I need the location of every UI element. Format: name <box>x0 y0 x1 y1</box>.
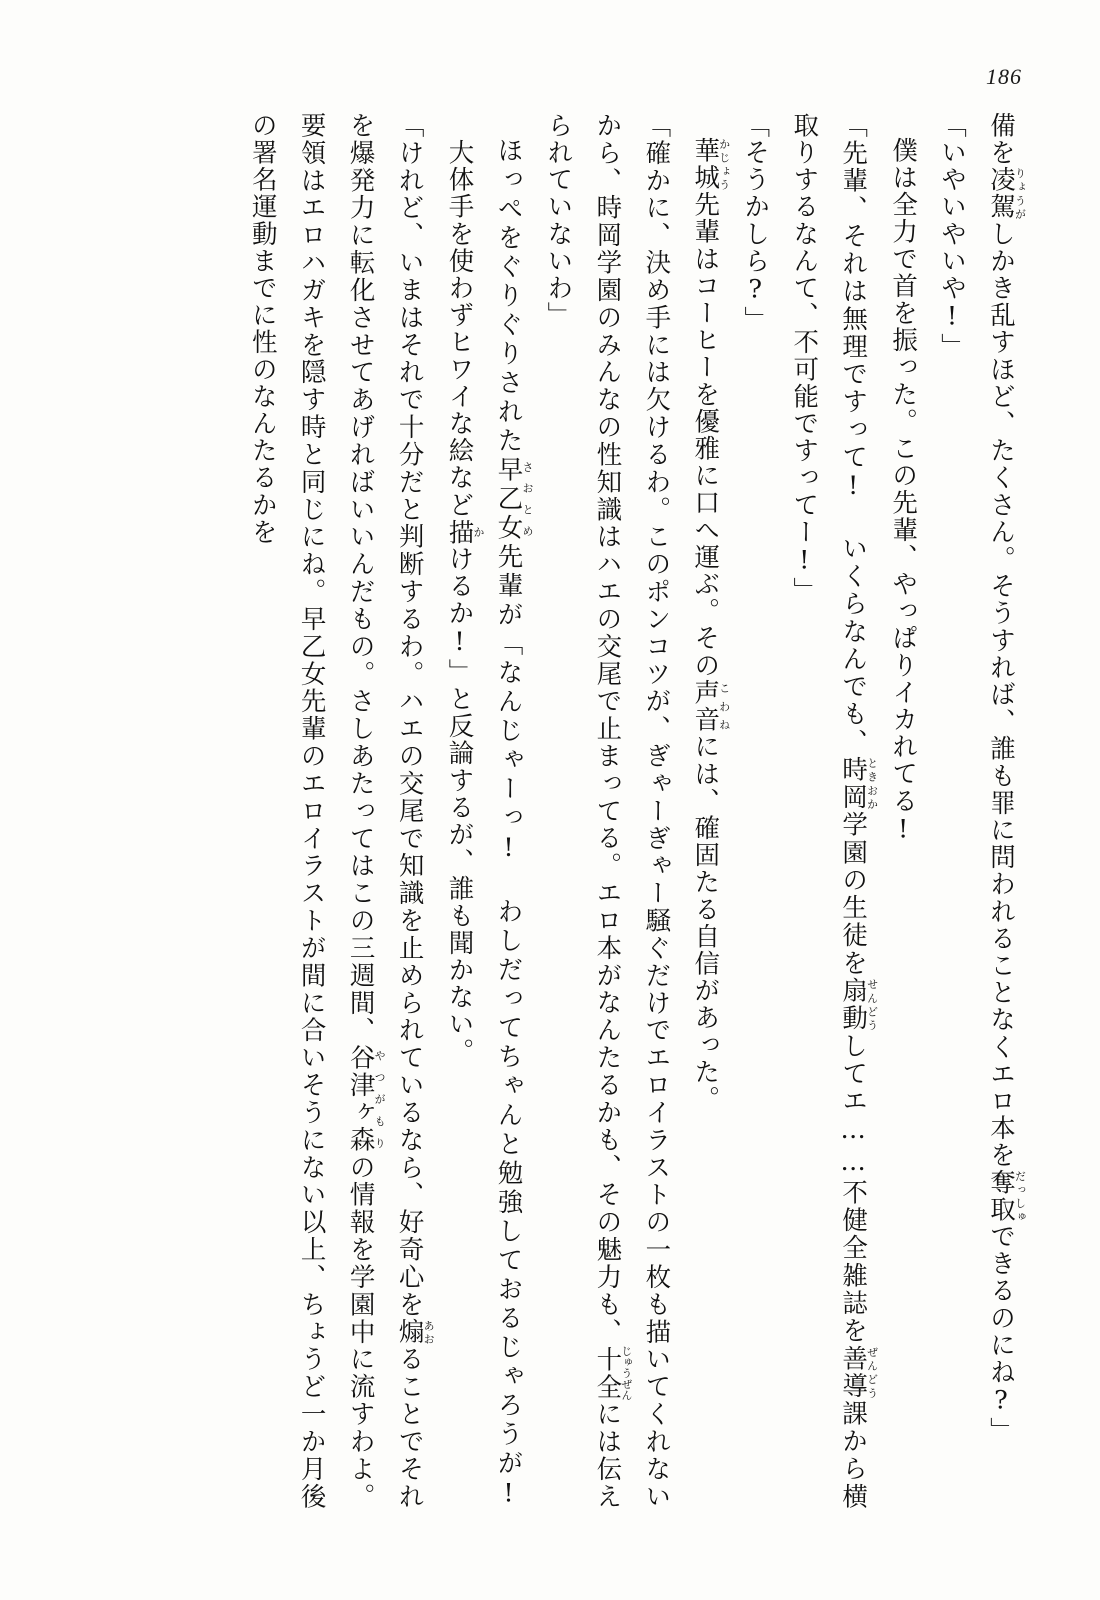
ruby-ryouga: 凌駕りょうが <box>986 166 1027 221</box>
paragraph: 「いやいやいや!」 <box>937 112 968 361</box>
ruby-tokioka: 時岡ときおか <box>838 755 879 812</box>
ruby-juuzen: 十全じゅうぜん <box>592 1345 633 1401</box>
ruby-yatsugamori: 谷津ヶ森やつがもり <box>345 1044 387 1154</box>
page-number: 186 <box>986 64 1022 89</box>
paragraph: 僕は全力で首を振った。この先輩、やっぱりイカれてる! <box>888 137 919 847</box>
ruby-ka: 描か <box>444 518 486 546</box>
paragraph: 「確かに、決め手には欠けるわ。このポンコツが、ぎゃーぎゃー騒ぐだけでエロイラストの一枚も描いてくれないから、時岡学園のみんなの性知識はハエの交尾で止まってる。エロ本がなんたるかも、その魅力も、十全じゅうぜんには伝えられていないわ」 <box>543 112 672 1510</box>
ruby-ao: 煽あお <box>394 1318 436 1346</box>
ruby-sendou: 扇動せんどう <box>838 977 879 1033</box>
paragraph: 「先輩、それは無理ですって! いくらなんでも、時岡ときおか学園の生徒を扇動せんどうしてエ……不健全雑誌を善導ぜんどう課から横取りするなんて、不可能ですってー!」 <box>789 112 879 1510</box>
paragraph: ほっぺをぐりぐりされた早乙女さおとめ先輩が「なんじゃーっ! わしだってちゃんと勉強しておるじゃろうが! 大体手を使わずヒワイな絵など描かけるか!」と反論するが、誰も聞かない。 <box>444 112 534 1510</box>
paragraph: 華城かじょう先輩はコーヒーを優雅に口へ運ぶ。その声音こわねには、確固たる自信があった。 <box>690 137 731 1113</box>
ruby-saotome: 早乙女さおとめ <box>493 456 534 544</box>
ruby-kowane: 声音こわね <box>690 679 731 734</box>
ruby-kajou: 華城かじょう <box>690 137 731 192</box>
paragraph: 備を凌駕りょうがしかき乱すほど、たくさん。そうすれば、誰も罪に問われることなくエロ本を奪取だっしゅできるのにね?」 <box>986 112 1027 1445</box>
ruby-zendou: 善導ぜんどう <box>838 1344 879 1400</box>
paragraph: 「けれど、いまはそれで十分だと判断するわ。ハエの交尾で知識を止められているなら、好奇心を煽あおることでそれを爆発力に転化させてあげればいいんだもの。さしあたってはこの三週間、谷津ヶ森やつがもりの情報を学園中に流すわよ。要領はエロハガキを隠す時と同じにね。早乙女先輩のエロイラストが間に合いそうにない以上、ちょうど一か月後の署名運動までに性のなんたるかを <box>247 112 436 1510</box>
page-body-text <box>74 112 1026 1510</box>
paragraph: 「そうかしら?」 <box>740 112 771 334</box>
ruby-dasshu: 奪取だっしゅ <box>986 1168 1027 1224</box>
